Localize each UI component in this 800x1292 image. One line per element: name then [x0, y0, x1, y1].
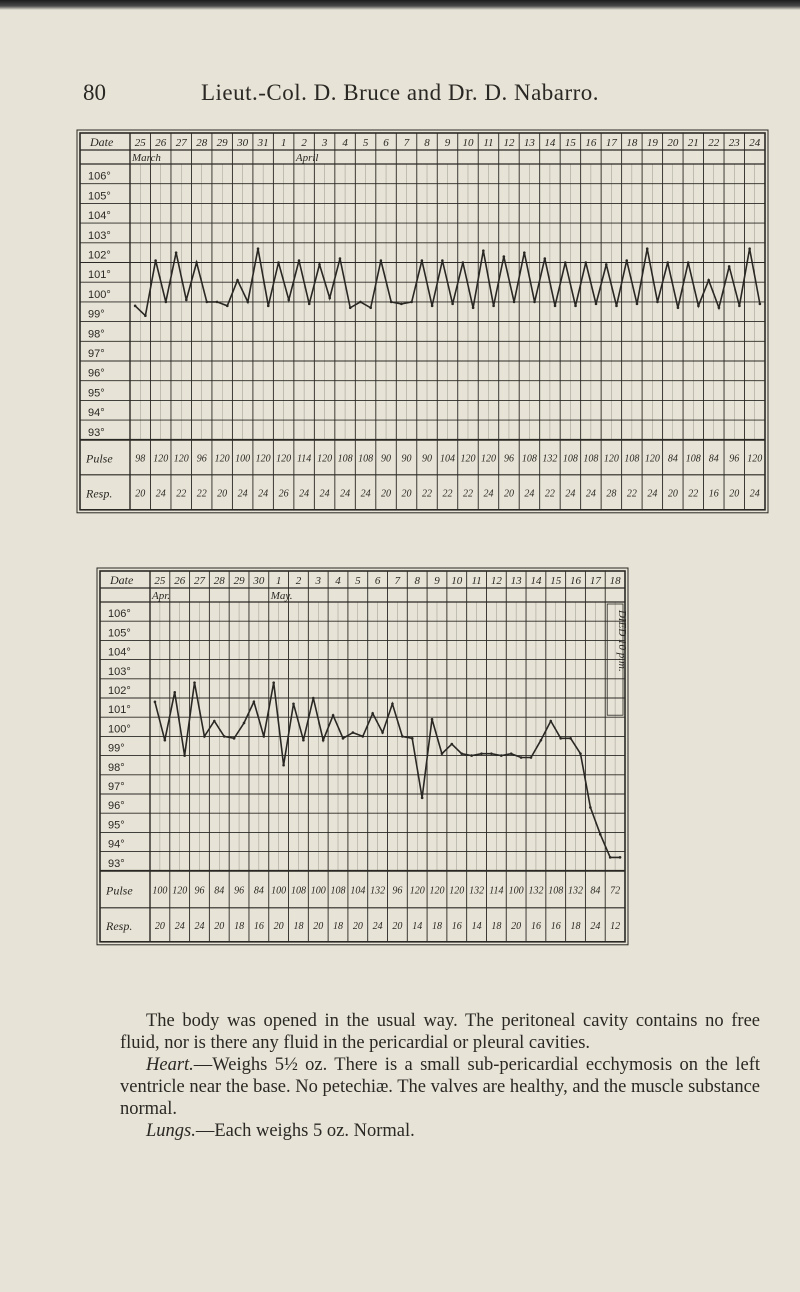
chart2-temp-axis-label: 97°	[108, 781, 125, 793]
chart1-day-number: 9	[444, 137, 451, 149]
paragraph-heart	[120, 1054, 760, 1120]
chart2-temperature-point	[243, 722, 246, 725]
chart1-resp-value: 22	[462, 488, 473, 500]
chart1-temp-axis-label: 105°	[88, 190, 111, 203]
chart2-temp-axis-label: 99°	[108, 742, 125, 755]
chart1-resp-value: 28	[606, 488, 617, 500]
chart2-pulse-value: 132	[469, 885, 485, 897]
chart2-resp-value: 18	[293, 920, 304, 932]
chart1-pulse-value: 120	[480, 453, 496, 465]
chart2-temperature-point	[579, 752, 582, 755]
chart2-temperature-point	[292, 702, 295, 705]
chart2-temperature-point	[263, 735, 266, 738]
chart2-temperature-point	[540, 739, 543, 742]
chart1-day-number: 3	[321, 137, 328, 149]
chart2-pulse-value: 100	[152, 885, 168, 897]
chart2-pulse-value: 120	[449, 885, 465, 897]
chart1-resp-value: 22	[176, 488, 187, 500]
chart1-pulse-value: 90	[381, 453, 392, 465]
chart2-resp-value: 16	[451, 920, 462, 932]
chart2-temperature-point	[451, 743, 454, 746]
chart1-pulse-value: 132	[542, 453, 558, 465]
chart1-date-label: Date	[90, 135, 114, 149]
chart1-day-number: 28	[196, 137, 208, 149]
chart2-day-number: 15	[550, 575, 562, 587]
chart1-resp-value: 22	[196, 488, 207, 500]
chart2-resp-value: 24	[372, 920, 383, 932]
chart1-resp-value: 24	[565, 488, 576, 500]
chart1-pulse-value: 108	[685, 453, 701, 465]
chart2-day-number: 4	[335, 575, 341, 587]
chart1-pulse-value: 96	[196, 453, 207, 465]
chart1-pulse-value: 120	[276, 453, 292, 465]
chart2-temperature-point	[401, 735, 404, 738]
chart1-pulse-value: 84	[667, 453, 678, 465]
chart2-resp-value: 20	[154, 920, 165, 932]
chart1-pulse-value: 120	[317, 453, 333, 465]
chart2-temperature-point	[322, 739, 325, 742]
chart2-pulse-value: 84	[214, 885, 225, 897]
chart1-day-number: 22	[708, 137, 720, 149]
chart2-temperature-point	[500, 754, 503, 757]
chart2-resp-value: 18	[570, 920, 581, 932]
chart1-resp-value: 24	[258, 488, 269, 500]
chart1-day-number: 25	[134, 137, 146, 149]
chart2-temperature-point	[223, 735, 226, 738]
chart1-resp-value: 20	[381, 488, 392, 500]
chart1-resp-value: 24	[749, 488, 760, 500]
chart1-pulse-value: 90	[401, 453, 412, 465]
chart1-day-number: 8	[424, 137, 430, 149]
chart1-resp-value: 20	[667, 488, 678, 500]
chart2-resp-value: 16	[253, 920, 264, 932]
chart1-resp-value: 20	[217, 488, 228, 500]
chart2-pulse-value: 108	[290, 885, 306, 897]
chart2-temp-axis-label: 101°	[108, 704, 131, 717]
chart1-resp-value: 24	[360, 488, 371, 500]
chart2-day-number: 5	[355, 575, 361, 587]
chart2-temperature-point	[520, 756, 523, 759]
chart1-pulse-value: 98	[135, 453, 146, 465]
chart2-temperature-point	[381, 731, 384, 734]
chart1-resp-value: 16	[708, 488, 719, 500]
chart1-day-number: 18	[626, 137, 638, 149]
chart2-day-number: 10	[451, 575, 463, 587]
chart2-resp-value: 18	[333, 920, 344, 932]
chart2-temperature-point	[253, 701, 256, 704]
chart2-temp-axis-label: 100°	[108, 723, 131, 736]
chart1-day-number: 6	[383, 137, 389, 149]
chart1-resp-value: 22	[544, 488, 555, 500]
chart2-day-number: 29	[233, 575, 245, 587]
chart1-temp-axis-label: 97°	[88, 348, 105, 360]
chart1-pulse-value: 108	[583, 453, 599, 465]
chart2-resp-value: 18	[431, 920, 442, 932]
chart1-resp-label: Resp.	[86, 486, 113, 501]
chart2-pulse-value: 132	[528, 885, 544, 897]
chart1-day-number: 31	[257, 137, 269, 149]
running-head: Lieut.-Col. D. Bruce and Dr. D. Nabarro.	[200, 80, 600, 105]
chart1-resp-value: 24	[237, 488, 248, 500]
chart1-day-number: 2	[301, 137, 307, 149]
chart2-day-number: 28	[213, 575, 225, 587]
chart2-resp-value: 20	[273, 920, 284, 932]
chart1-temp-axis-label: 98°	[88, 328, 105, 341]
chart2-temperature-point	[342, 737, 345, 740]
chart2-pulse-value: 96	[194, 885, 205, 897]
page-number: 80	[83, 80, 106, 105]
chart2-temperature-point	[302, 739, 305, 742]
chart1-pulse-value: 100	[235, 453, 251, 465]
chart2-pulse-value: 96	[392, 885, 403, 897]
chart2-day-number: 3	[315, 575, 321, 587]
chart2-resp-value: 20	[214, 920, 225, 932]
chart1-resp-value: 22	[688, 488, 699, 500]
chart1-resp-value: 20	[135, 488, 146, 500]
chart2-pulse-value: 72	[610, 885, 621, 897]
chart1-day-number: 7	[403, 137, 410, 149]
chart2-day-number: 11	[471, 575, 482, 587]
chart2-pulse-value: 120	[172, 885, 188, 897]
chart1-resp-value: 20	[729, 488, 740, 500]
chart2-pulse-value: 132	[370, 885, 386, 897]
chart2-pulse-value: 120	[409, 885, 425, 897]
chart1-pulse-value: 84	[708, 453, 719, 465]
chart1-pulse-value: 120	[644, 453, 660, 465]
chart1-day-number: 15	[564, 137, 576, 149]
chart1-day-number: 27	[175, 137, 187, 149]
chart1-day-number: 19	[646, 137, 658, 149]
chart1-resp-value: 24	[647, 488, 658, 500]
chart2-resp-value: 18	[491, 920, 502, 932]
chart2-temperature-point	[530, 756, 533, 759]
chart2-pulse-value: 108	[330, 885, 346, 897]
chart2-temperature-point	[272, 681, 275, 684]
chart2-temperature-point	[391, 702, 394, 705]
chart2-temp-axis-label: 98°	[108, 761, 125, 774]
chart2-temp-axis-label: 104°	[108, 646, 131, 659]
chart2-pulse-label: Pulse	[106, 883, 133, 898]
chart2-resp-value: 16	[550, 920, 561, 932]
chart1-pulse-value: 104	[440, 453, 455, 465]
chart2-pulse-value: 104	[350, 885, 366, 897]
chart2-temperature-point	[421, 797, 424, 800]
chart2-day-number: 16	[570, 575, 582, 587]
chart2-temperature-point	[569, 737, 572, 740]
chart2-pulse-value: 132	[568, 885, 584, 897]
chart1-pulse-label: Pulse	[86, 451, 113, 466]
chart1-temp-axis-label: 101°	[88, 269, 111, 282]
heart-label: Heart.	[146, 1055, 194, 1075]
chart2-day-number: 18	[609, 575, 621, 587]
chart2-day-number: 27	[193, 575, 205, 587]
chart1-resp-value: 22	[422, 488, 433, 500]
chart2-temperature-point	[332, 714, 335, 717]
chart1-temp-axis-label: 103°	[88, 229, 111, 242]
chart2-day-number: 8	[414, 575, 420, 587]
chart2-temperature-point	[589, 806, 592, 809]
chart1-resp-value: 24	[483, 488, 494, 500]
chart2-pulse-value: 96	[234, 885, 245, 897]
chart1-day-number: 24	[749, 137, 761, 149]
chart2-day-number: 30	[253, 575, 265, 587]
chart1-pulse-value: 90	[422, 453, 433, 465]
chart1-day-number: 1	[280, 137, 287, 149]
chart2-resp-value: 24	[590, 920, 601, 932]
chart2-day-number: 1	[275, 575, 282, 587]
chart2-pulse-value: 100	[310, 885, 326, 897]
chart1-day-number: 29	[216, 137, 228, 149]
chart1-resp-value: 24	[299, 488, 310, 500]
chart2-temperature-point	[559, 737, 562, 740]
chart2-resp-value: 20	[511, 920, 522, 932]
chart2-temp-axis-label: 96°	[108, 800, 125, 813]
chart2-month-label: May.	[270, 590, 293, 602]
chart2-temp-axis-label: 102°	[108, 685, 131, 697]
chart2-resp-value: 18	[234, 920, 245, 932]
chart1-temp-axis-label: 106°	[88, 170, 111, 183]
chart2-temperature-point	[183, 754, 186, 757]
chart1-month-label: April	[295, 152, 319, 164]
chart2-pulse-value: 100	[508, 885, 524, 897]
chart1-pulse-value: 120	[153, 453, 169, 465]
chart1-temp-axis-label: 99°	[88, 308, 105, 321]
chart2-resp-value: 14	[412, 920, 423, 932]
paragraph-lungs	[120, 1120, 760, 1142]
chart1-pulse-value: 120	[255, 453, 271, 465]
chart2-pulse-value: 84	[590, 885, 601, 897]
chart2-pulse-value: 108	[548, 885, 564, 897]
chart1-day-number: 14	[544, 137, 556, 149]
chart2-temperature-point	[480, 752, 483, 755]
chart1-temp-axis-label: 100°	[88, 288, 111, 301]
chart2-resp-value: 20	[352, 920, 363, 932]
chart2-pulse-value: 100	[271, 885, 287, 897]
chart2-temperature-point	[312, 697, 315, 700]
chart1-pulse-value: 108	[624, 453, 640, 465]
chart2-temperature-point	[619, 856, 622, 859]
chart1-resp-value: 22	[626, 488, 637, 500]
chart2-temp-axis-label: 105°	[108, 627, 131, 640]
chart1-resp-value: 20	[503, 488, 514, 500]
chart2-day-number: 2	[295, 575, 302, 587]
chart2-date-label: Date	[110, 573, 134, 587]
chart2-day-number: 25	[154, 575, 166, 587]
chart2-pulse-value: 84	[253, 885, 264, 897]
chart1-day-number: 21	[687, 137, 699, 149]
chart1-resp-value: 20	[401, 488, 412, 500]
chart2-temperature-point	[470, 754, 473, 757]
chart2-resp-label: Resp.	[106, 918, 133, 933]
chart1-pulse-value: 120	[747, 453, 763, 465]
chart1-pulse-value: 120	[460, 453, 476, 465]
chart2-temperature-point	[173, 691, 176, 694]
chart1-resp-value: 24	[585, 488, 596, 500]
chart2-temperature-point	[549, 720, 552, 723]
chart2-temperature-point	[371, 712, 374, 715]
chart2-temp-axis-label: 106°	[108, 608, 131, 621]
chart2-temperature-point	[164, 739, 167, 742]
chart2-temperature-point	[361, 735, 364, 738]
heart-text: —Weighs 5½ oz. There is a small sub-pericardial ecchymosis on the left ventricle near the base. No petechiæ. The valves are healthy, and the muscle substance normal.	[120, 1055, 760, 1119]
autopsy-text	[120, 1010, 760, 1142]
chart2-resp-value: 24	[174, 920, 185, 932]
chart2-day-number: 9	[434, 575, 440, 587]
chart2-temperature-point	[460, 752, 463, 755]
chart1-day-number: 10	[462, 137, 474, 149]
chart1-day-number: 12	[503, 137, 515, 149]
chart1-day-number: 17	[605, 137, 617, 149]
chart2-resp-value: 24	[194, 920, 205, 932]
chart2-day-number: 7	[394, 575, 401, 587]
chart2-temperature-point	[411, 737, 414, 740]
chart2-resp-value: 20	[313, 920, 324, 932]
chart1-resp-value: 24	[155, 488, 166, 500]
chart1-pulse-value: 108	[562, 453, 578, 465]
chart1-day-number: 23	[728, 137, 740, 149]
chart1-resp-value: 26	[278, 488, 289, 500]
chart1-pulse-value: 120	[214, 453, 230, 465]
chart1-month-label: March	[132, 152, 161, 164]
chart2-day-number: 13	[510, 575, 522, 587]
chart2-day-number: 6	[374, 575, 381, 587]
chart1-day-number: 4	[342, 137, 348, 149]
chart2-temperature-point	[233, 737, 236, 740]
chart2-temperature-point	[154, 701, 157, 704]
chart2-temperature-point	[282, 764, 285, 767]
chart2-day-number: 12	[490, 575, 502, 587]
chart2-pulse-value: 120	[429, 885, 445, 897]
paragraph-opening: The body was opened in the usual way. The peritoneal cavity contains no free fluid, nor is there any fluid in the pericardial or pleural cavities.	[120, 1011, 760, 1053]
chart1-day-number: 13	[523, 137, 535, 149]
chart2-temperature-point	[490, 752, 493, 755]
chart2-temp-axis-label: 95°	[108, 819, 125, 832]
chart1-pulse-value: 114	[296, 453, 312, 465]
chart1-day-number: 26	[155, 137, 167, 149]
chart2-day-number: 14	[530, 575, 542, 587]
chart2-temp-axis-label: 94°	[108, 838, 125, 851]
lungs-label: Lungs.	[146, 1121, 196, 1141]
chart1-pulse-value: 96	[503, 453, 514, 465]
chart2-resp-value: 14	[471, 920, 482, 932]
chart1-pulse-value: 108	[358, 453, 374, 465]
chart1-pulse-value: 120	[603, 453, 619, 465]
chart2-day-number: 26	[174, 575, 186, 587]
chart2-temperature-point	[609, 856, 612, 859]
chart1-resp-value: 24	[340, 488, 351, 500]
chart1-pulse-value: 108	[337, 453, 353, 465]
chart2-pulse-value: 114	[489, 885, 504, 897]
chart1-resp-value: 22	[442, 488, 453, 500]
lungs-text: —Each weighs 5 oz. Normal.	[195, 1121, 415, 1141]
chart2-temperature-point	[193, 681, 196, 684]
chart2-resp-value: 20	[392, 920, 403, 932]
chart2-resp-value: 12	[610, 920, 621, 932]
chart1-resp-value: 24	[524, 488, 535, 500]
chart2-temp-axis-label: 93°	[108, 857, 125, 870]
chart2-month-label: Apr.	[152, 590, 171, 602]
chart1-temp-axis-label: 93°	[88, 426, 105, 439]
chart1-day-number: 11	[483, 137, 494, 149]
chart1-temp-axis-label: 95°	[88, 387, 105, 400]
chart1-temp-axis-label: 96°	[88, 367, 105, 380]
chart2-day-number: 17	[589, 575, 601, 587]
chart2-resp-value: 16	[530, 920, 541, 932]
chart1-day-number: 5	[362, 137, 369, 149]
chart1-pulse-value: 108	[521, 453, 537, 465]
chart2-temperature-point	[510, 752, 513, 755]
chart1-day-number: 16	[585, 137, 597, 149]
chart1-pulse-value: 96	[729, 453, 740, 465]
chart1-pulse-value: 120	[173, 453, 189, 465]
chart2-temp-axis-label: 103°	[108, 665, 131, 678]
chart2-temperature-point	[441, 752, 444, 755]
chart2-temperature-point	[203, 735, 206, 738]
chart1-resp-value: 24	[319, 488, 330, 500]
chart1-temp-axis-label: 102°	[88, 249, 111, 262]
chart2-temperature-point	[431, 718, 434, 721]
chart1-temp-axis-label: 104°	[88, 210, 111, 223]
chart2-temperature-point	[213, 720, 216, 723]
chart1-day-number: 30	[237, 137, 249, 149]
chart1-temp-axis-label: 94°	[88, 407, 105, 420]
died-label: DIED 10 p.m.	[616, 610, 629, 672]
chart1-day-number: 20	[667, 137, 679, 149]
chart2-temperature-point	[599, 833, 602, 836]
chart2-temperature-point	[352, 731, 355, 734]
